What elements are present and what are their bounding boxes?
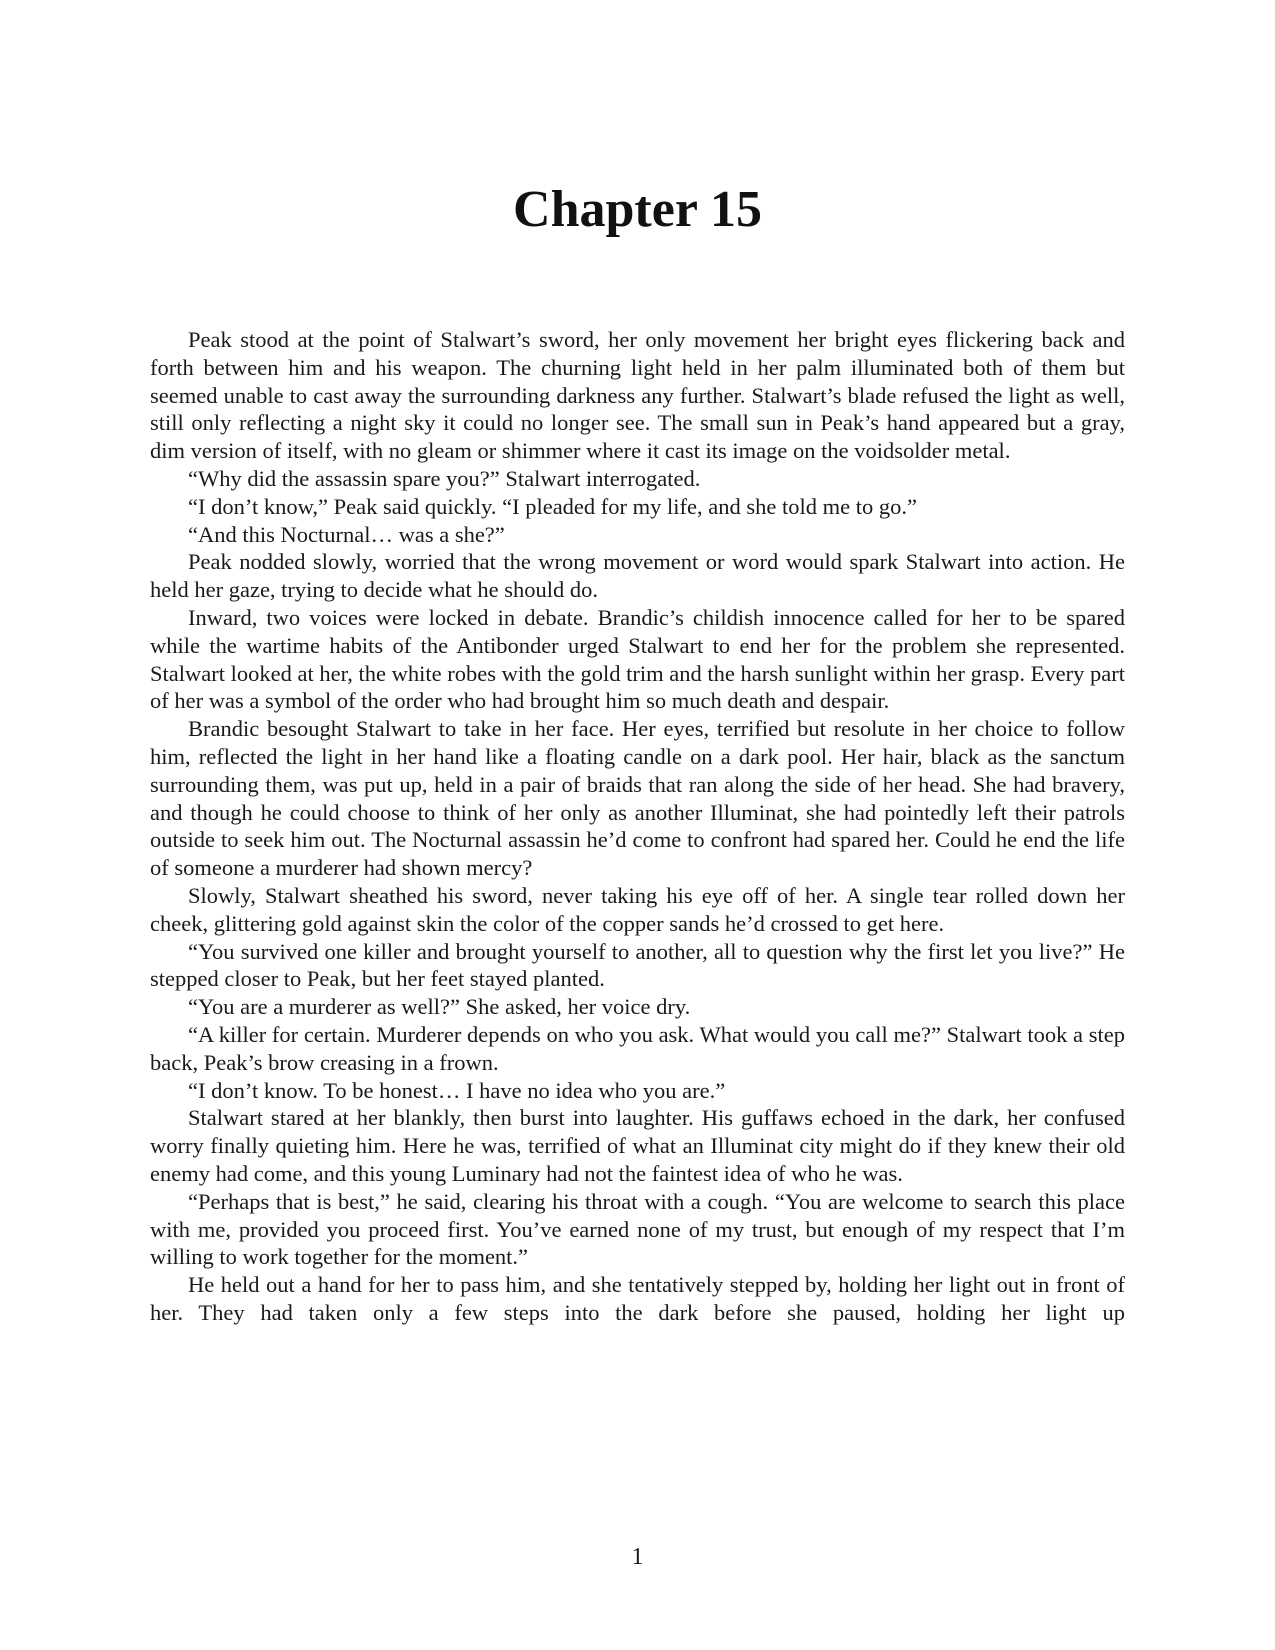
paragraph: “Perhaps that is best,” he said, clearing his throat with a cough. “You are welcome to search this place with me, provided you proceed first. You’ve earned none of my trust, but enough of my respect that I’m willing to work together for the moment.” xyxy=(150,1188,1125,1270)
paragraph: “You survived one killer and brought yourself to another, all to question why the first let you live?” He stepped closer to Peak, but her feet stayed planted. xyxy=(150,938,1125,992)
paragraph: “And this Nocturnal… was a she?” xyxy=(188,521,505,547)
paragraph: “I don’t know. To be honest… I have no idea who you are.” xyxy=(188,1077,726,1103)
paragraph: “Why did the assassin spare you?” Stalwart interrogated. xyxy=(188,465,701,491)
body-text xyxy=(150,326,1125,1327)
paragraph: Stalwart stared at her blankly, then burst into laughter. His guffaws echoed in the dark, her confused worry finally quieting him. Here he was, terrified of what an Illuminat city might do if they knew their old enemy had come, and this young Luminary had not the faintest idea of who he was. xyxy=(150,1105,1125,1186)
paragraph: Slowly, Stalwart sheathed his sword, never taking his eye off of her. A single tear rolled down her cheek, glittering gold against skin the color of the copper sands he’d crossed to get here. xyxy=(150,882,1125,936)
paragraph: Inward, two voices were locked in debate. Brandic’s childish innocence called for her to be spared while the wartime habits of the Antibonder urged Stalwart to end her for the problem she represented. Stalwart looked at her, the white robes with the gold trim and the harsh sunlight within her grasp. Every part of her was a symbol of the order who had brought him so much death and despair. xyxy=(150,604,1125,714)
paragraph: Peak nodded slowly, worried that the wrong movement or word would spark Stalwart into action. He held her gaze, trying to decide what he should do. xyxy=(150,549,1125,603)
paragraph: “I don’t know,” Peak said quickly. “I pleaded for my life, and she told me to go.” xyxy=(188,493,917,519)
paragraph: Brandic besought Stalwart to take in her face. Her eyes, terrified but resolute in her choice to follow him, reflected the light in her hand like a floating candle on a dark pool. Her hair, black as the sanctum surrounding them, was put up, held in a pair of braids that ran along the side of her head. She had bravery, and though he could choose to think of her only as another Illuminat, she had pointedly left their patrols outside to seek him out. The Nocturnal assassin he’d come to confront had spared her. Could he end the life of someone a murderer had shown mercy? xyxy=(150,716,1125,881)
paragraph: He held out a hand for her to pass him, and she tentatively stepped by, holding her light out in front of her. They had taken only a few steps into the dark before she paused, holding her light up xyxy=(150,1272,1125,1325)
paragraph: “You are a murderer as well?” She asked, her voice dry. xyxy=(188,994,691,1020)
chapter-title: Chapter 15 xyxy=(513,181,762,238)
paragraph: “A killer for certain. Murderer depends on who you ask. What would you call me?” Stalwart took a step back, Peak’s brow creasing in a frown. xyxy=(150,1021,1125,1075)
paragraph: Peak stood at the point of Stalwart’s sword, her only movement her bright eyes flickering back and forth between him and his weapon. The churning light held in her palm illuminated both of them but seemed unable to cast away the surrounding darkness any further. Stalwart’s blade refused the light as well, still only reflecting a night sky it could no longer see. The small sun in Peak’s hand appeared but a gray, dim version of itself, with no gleam or shimmer where it cast its image on the voidsolder metal. xyxy=(150,327,1125,464)
page-number: 1 xyxy=(631,1544,644,1570)
